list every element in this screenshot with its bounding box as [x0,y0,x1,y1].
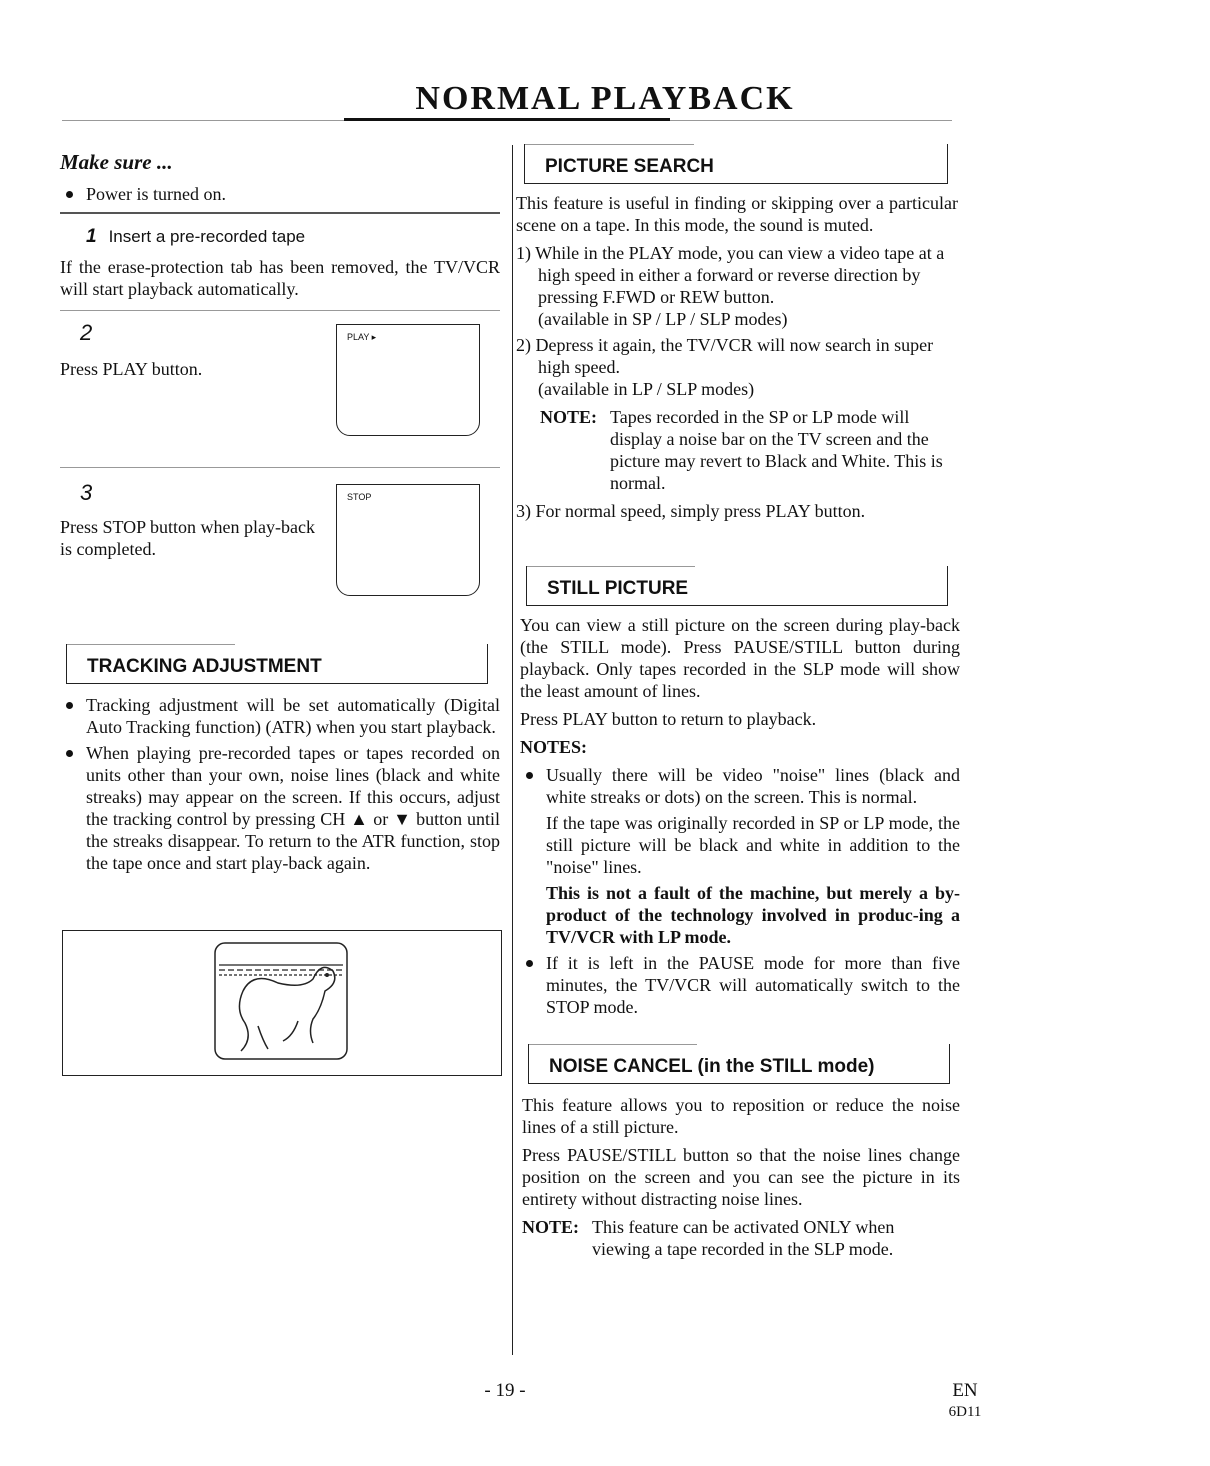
noise-cancel-section [522,1094,960,1260]
tv-outline [215,943,347,1059]
step-number: 3 [80,480,93,505]
step-text: Press PLAY button. [60,359,203,379]
dog-drawing [239,967,334,1051]
divider [60,310,500,311]
notes-list [520,764,960,1018]
still-picture-heading: STILL PICTURE [526,566,948,606]
step-text: If the erase-protection tab has been removed, the TV/VCR will start playback automatically. [60,257,500,299]
note-text: Tapes recorded in the SP or LP mode will display a noise bar on the TV screen and the picture may revert to Black and White. This is normal. [610,407,943,493]
list-item-note: (available in SP / LP / SLP modes) [538,309,788,329]
note [522,1216,960,1260]
return-text: Press PLAY button to return to playback. [520,709,817,729]
step-2 [60,320,320,380]
noise-lines [219,965,343,975]
note [516,406,958,494]
tv-screen-play [336,324,480,436]
step-1 [60,226,500,300]
tracking-heading: TRACKING ADJUSTMENT [66,644,488,684]
note-emphasis: This is not a fault of the machine, but merely a by-product of the technology involved in produc-ing a TV/VCR with LP mode. [546,883,960,947]
model-code: 6D11 [948,1404,982,1420]
note-label: NOTE: [522,1217,580,1237]
make-sure-list [60,183,500,205]
illustration-frame [62,930,502,1076]
make-sure-section [60,150,500,209]
page-title: NORMAL PLAYBACK [415,80,795,117]
still-picture-section [520,614,960,1022]
screen-label: PLAY ▸ [347,332,377,342]
section-intro: You can view a still picture on the screen during play-back (the STILL mode). Press PAUSE/STILL button during playback. Only tapes recorded in the SLP mode will show the least amount of lines. [520,615,960,701]
screen-label: STOP [347,492,372,502]
note-text: This feature can be activated ONLY when viewing a tape recorded in the SLP mode. [592,1217,895,1259]
dog-on-tv-illustration [63,931,501,1075]
list-item: 1) While in the PLAY mode, you can view a video tape at a high speed in either a forward or reverse direction by pressing F.FWD or REW button. [516,243,945,307]
step-heading: Insert a pre-recorded tape [108,227,306,246]
step-number: 2 [80,320,93,345]
divider [60,467,500,468]
note-text: If the tape was originally recorded in SP or LP mode, the still picture will be black and white in addition to the "noise" lines. [546,813,960,877]
page-number: - 19 - [484,1380,526,1401]
list-item: If it is left in the PAUSE mode for more than five minutes, the TV/VCR will automatically switch to the STOP mode. [520,952,960,1018]
section-text: Press PAUSE/STILL button so that the noise lines change position on the screen and you can see the picture in its entirety without distracting noise lines. [522,1145,960,1209]
tracking-list [60,694,500,878]
make-sure-heading: Make sure ... [60,150,173,174]
list-item: 3) For normal speed, simply press PLAY button. [516,501,866,521]
title-underline [344,118,670,121]
list-item [520,764,960,948]
column-divider [512,145,513,1355]
note-text: Usually there will be video "noise" lines (black and white streaks or dots) on the screen. This is normal. [546,765,960,807]
step-number: 1 [86,226,97,247]
list-item: Power is turned on. [60,183,500,205]
list-item-note: (available in LP / SLP modes) [538,379,755,399]
note-label: NOTE: [540,407,598,427]
list-item: 2) Depress it again, the TV/VCR will now search in super high speed. [516,335,934,377]
section-intro: This feature is useful in finding or skipping over a particular scene on a tape. In this mode, the sound is muted. [516,193,958,235]
notes-label: NOTES: [520,737,588,757]
picture-search-heading: PICTURE SEARCH [524,144,948,184]
tv-screen-stop [336,484,480,596]
language-code: EN [952,1380,978,1401]
picture-search-section [516,192,958,522]
list-item: When playing pre-recorded tapes or tapes recorded on units other than your own, noise lines (black and white streaks) may appear on the screen. If this occurs, adjust the tracking control by pressing CH ▲ or ▼ button until the streaks disappear. To return to the ATR function, stop the tape once and start play-back again. [60,742,500,874]
step-text: Press STOP button when play-back is completed. [60,517,315,559]
divider [60,212,500,214]
step-3 [60,480,320,560]
list-item: Tracking adjustment will be set automatically (Digital Auto Tracking function) (ATR) when you start playback. [60,694,500,738]
noise-cancel-heading: NOISE CANCEL (in the STILL mode) [528,1044,950,1084]
section-intro: This feature allows you to reposition or reduce the noise lines of a still picture. [522,1095,960,1137]
